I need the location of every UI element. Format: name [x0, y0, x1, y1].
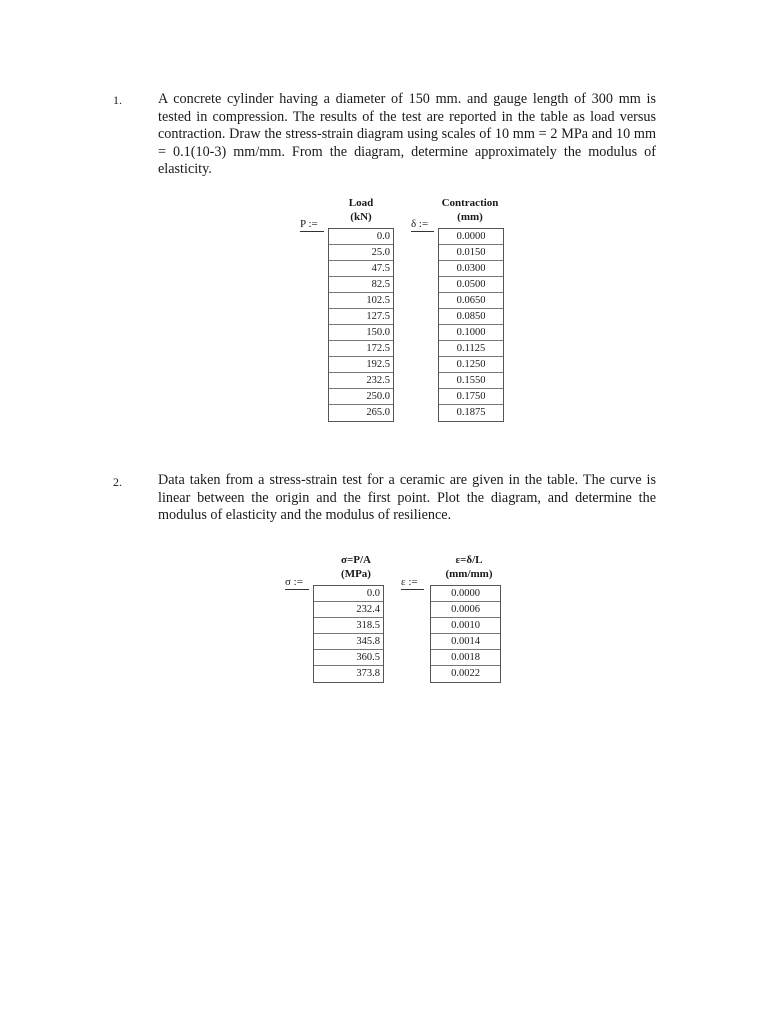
load-cell: 265.0: [366, 407, 390, 418]
stress-cell: 360.5: [314, 650, 383, 666]
contraction-cell: 0.0150: [439, 245, 503, 261]
load-cell: 172.5: [329, 341, 393, 357]
contraction-cell: 0.0300: [439, 261, 503, 277]
contraction-symbol: δ :=: [411, 218, 429, 230]
contraction-cell: 0.0500: [439, 277, 503, 293]
load-cell: 232.5: [329, 373, 393, 389]
problem-statement: Data taken from a stress-strain test for a ceramic are given in the table. The curve is linear between the origin and the first point. Plot the diagram, and determine the modulus of elasticity and the modulus of resilience.: [158, 472, 656, 523]
strain-symbol: ε :=: [401, 576, 418, 588]
load-cell: 250.0: [329, 389, 393, 405]
stress-column-header: σ=P/A (MPa): [341, 554, 371, 580]
contraction-cell: 0.1875: [456, 407, 486, 418]
load-vector: [328, 228, 394, 422]
stress-cell: 345.8: [314, 634, 383, 650]
stress-cell: 373.8: [356, 668, 380, 679]
contraction-cell: 0.0850: [439, 309, 503, 325]
strain-cell: 0.0014: [431, 634, 500, 650]
load-symbol: P :=: [300, 218, 318, 230]
strain-cell: 0.0010: [431, 618, 500, 634]
contraction-cell: 0.0650: [439, 293, 503, 309]
contraction-cell: 0.1750: [439, 389, 503, 405]
load-cell: 25.0: [329, 245, 393, 261]
load-cell: 82.5: [329, 277, 393, 293]
load-cell: 0.0: [329, 229, 393, 245]
load-cell: 102.5: [329, 293, 393, 309]
strain-cell: 0.0006: [431, 602, 500, 618]
load-cell: 47.5: [329, 261, 393, 277]
strain-cell: 0.0022: [451, 668, 480, 679]
strain-vector: [430, 585, 501, 683]
load-cell: 150.0: [329, 325, 393, 341]
load-cell: 127.5: [329, 309, 393, 325]
contraction-column-header: Contraction (mm): [441, 197, 499, 223]
contraction-vector: [438, 228, 504, 422]
contraction-cell: 0.1550: [439, 373, 503, 389]
stress-cell: 0.0: [314, 586, 383, 602]
stress-cell: 318.5: [314, 618, 383, 634]
contraction-cell: 0.1250: [439, 357, 503, 373]
stress-vector: [313, 585, 384, 683]
contraction-cell: 0.1125: [439, 341, 503, 357]
strain-column-header: ε=δ/L (mm/mm): [445, 554, 493, 580]
load-cell: 192.5: [329, 357, 393, 373]
stress-symbol: σ :=: [285, 576, 303, 588]
load-column-header: Load (kN): [348, 197, 374, 223]
stress-cell: 232.4: [314, 602, 383, 618]
strain-cell: 0.0000: [431, 586, 500, 602]
problem-number: 2.: [113, 475, 122, 489]
problem-number: 1.: [113, 93, 122, 107]
contraction-cell: 0.0000: [439, 229, 503, 245]
strain-cell: 0.0018: [431, 650, 500, 666]
problem-statement: A concrete cylinder having a diameter of 150 mm. and gauge length of 300 mm is tested in compression. The results of the test are reported in the table as load versus contraction. Draw the stress-strain diagram using scales of 10 mm = 2 MPa and 10 mm = 0.1(10-3) mm/mm. From the diagram, determine approximately the modulus of elasticity.: [158, 91, 656, 177]
contraction-cell: 0.1000: [439, 325, 503, 341]
